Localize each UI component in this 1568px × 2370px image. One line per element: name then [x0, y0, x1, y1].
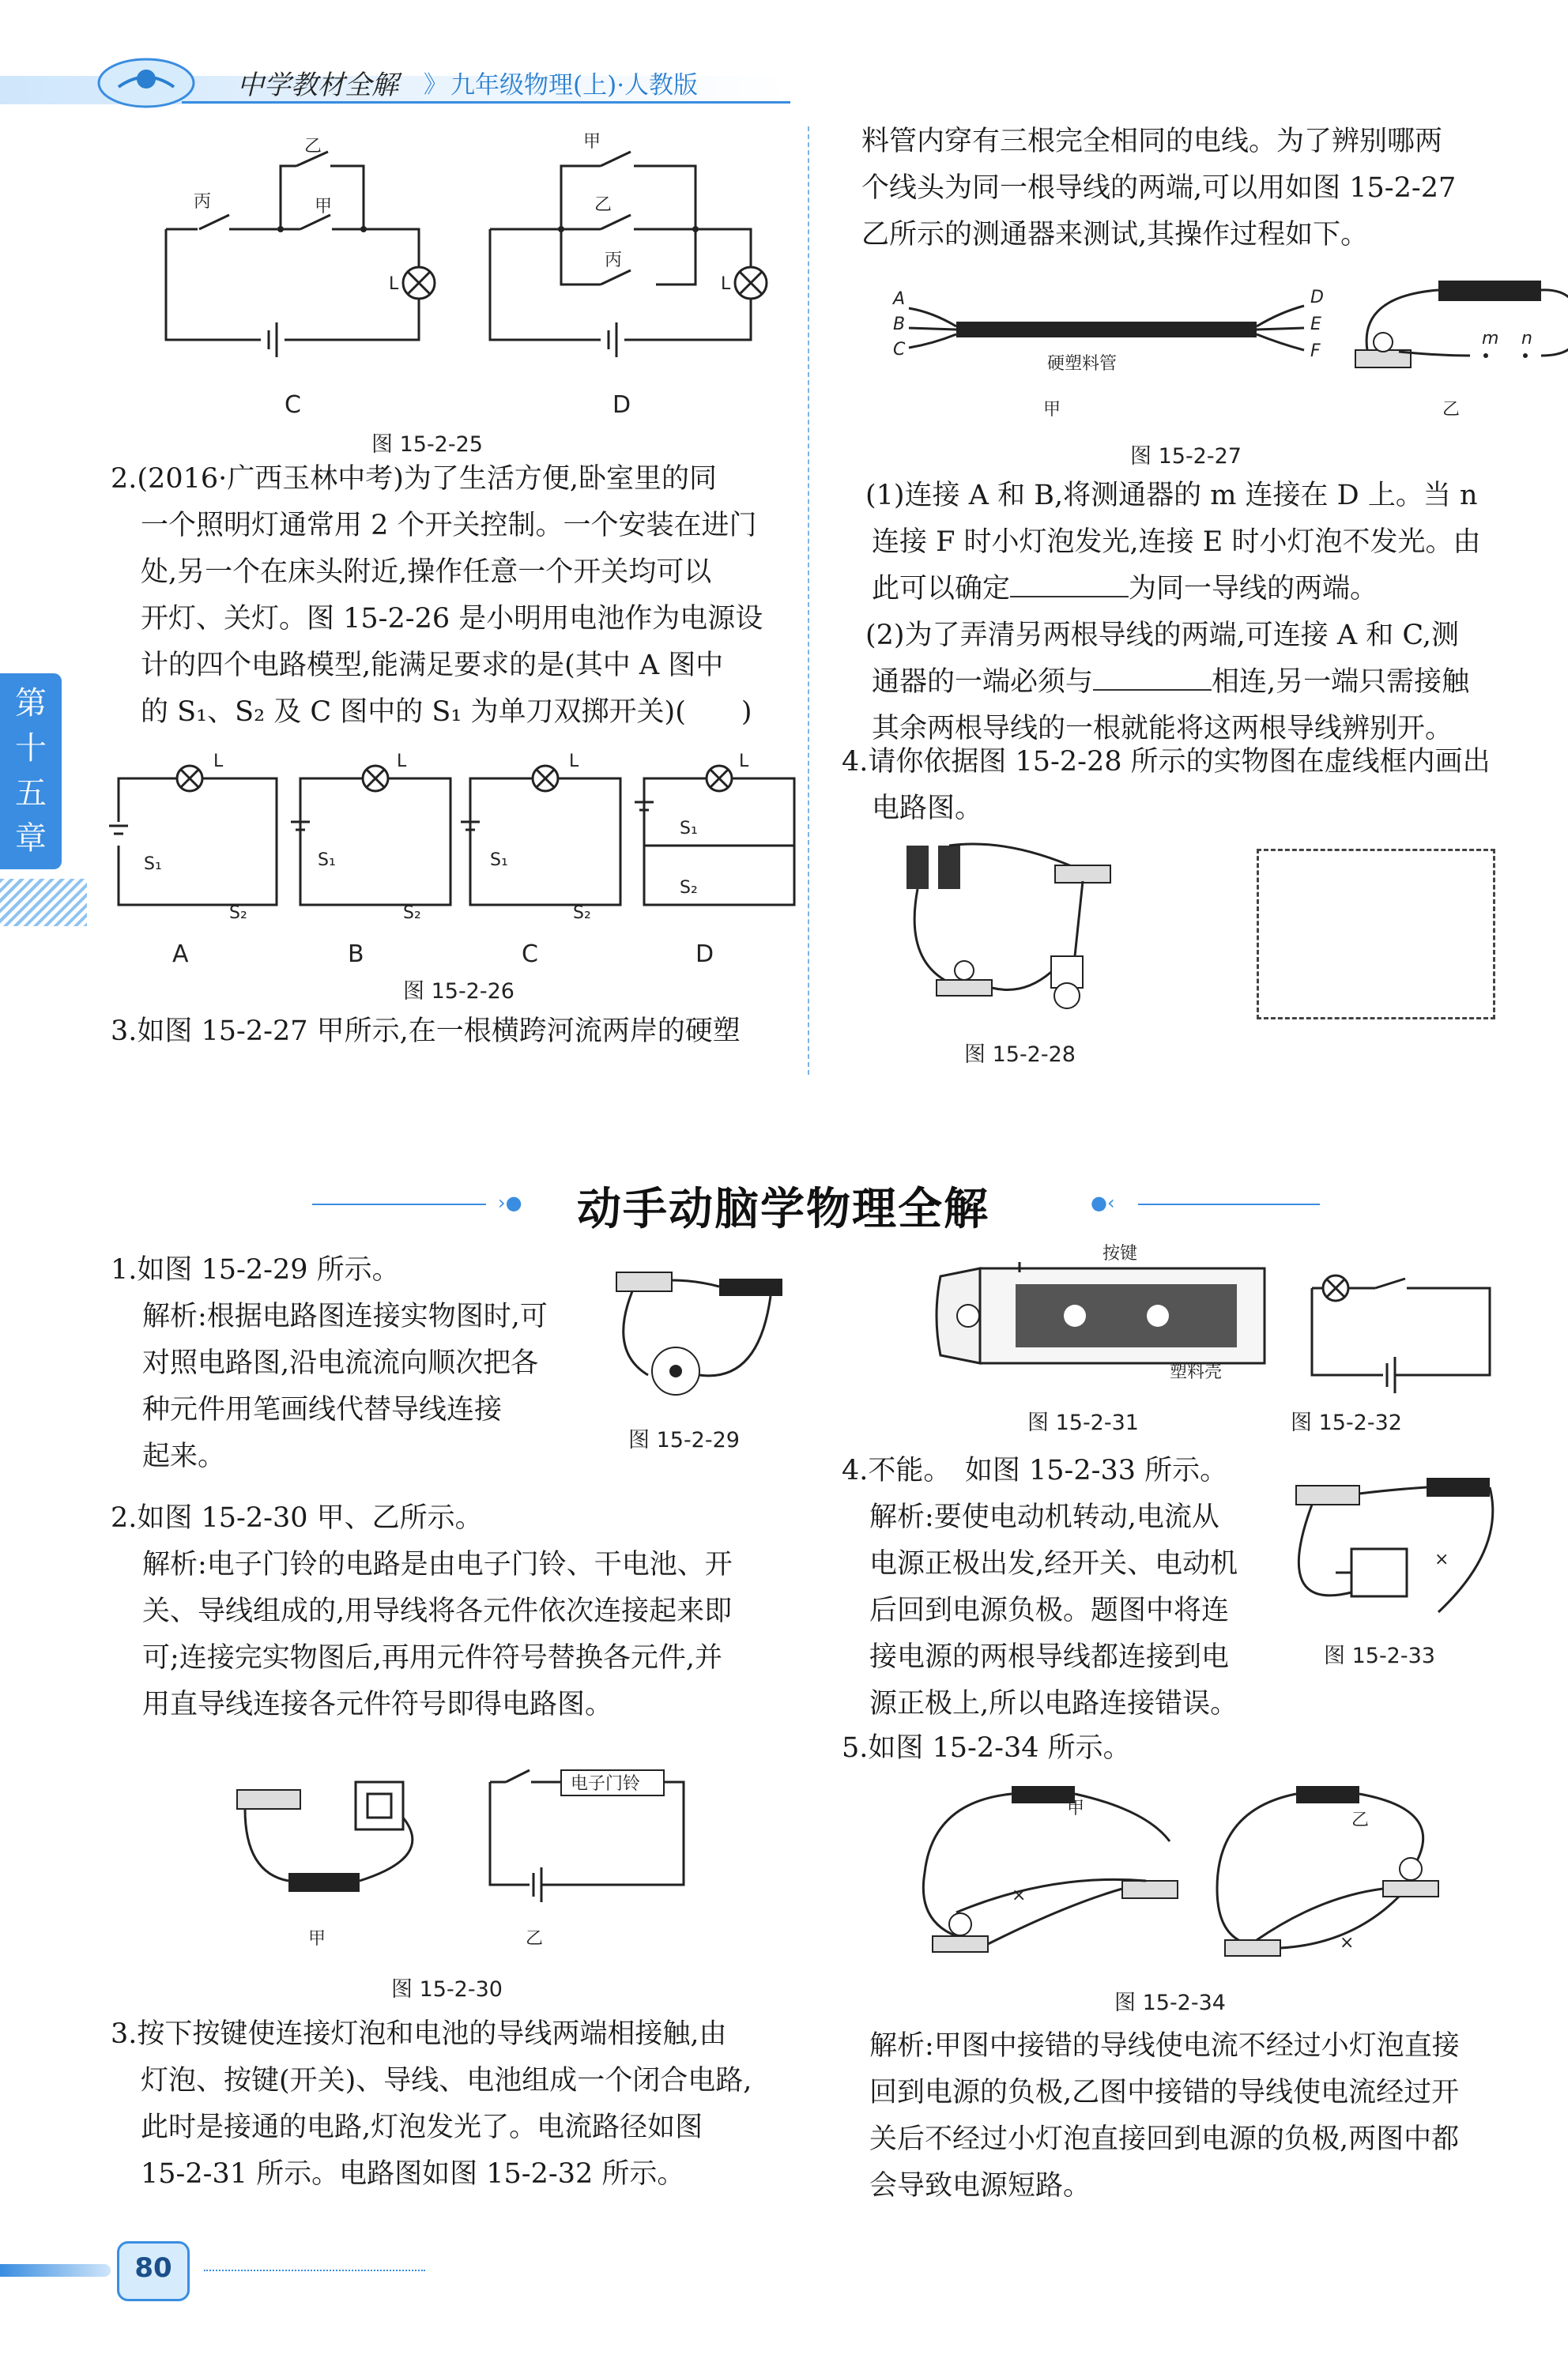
svg-text:S₁: S₁	[490, 850, 508, 870]
svg-text:×: ×	[1012, 1886, 1027, 1905]
title-rule-left	[312, 1204, 486, 1205]
question-3-cont: 料管内穿有三根完全相同的电线。为了辨别哪两 个线头为同一根导线的两端,可以用如图 15-2-27 乙所示的测通器来测试,其操作过程如下。	[861, 126, 1457, 251]
question-3-start: 3.如图 15-2-27 甲所示,在一根横跨河流两岸的硬塑	[111, 1015, 741, 1047]
switch-jia-d: 甲	[583, 132, 601, 152]
fig25-label-c: C	[285, 391, 301, 419]
svg-text:乙: 乙	[1351, 1810, 1370, 1830]
fig25-label-d: D	[612, 391, 631, 419]
switch-yi-c: 乙	[304, 137, 322, 156]
svg-text:硬塑料管: 硬塑料管	[1047, 354, 1118, 374]
figure-15-2-26	[103, 735, 814, 923]
svg-text:S₂: S₂	[573, 903, 591, 923]
answer-blank-2[interactable]	[1093, 665, 1212, 691]
answer-5: 5.如图 15-2-34 所示。	[842, 1732, 1131, 1764]
answer-1: 1.如图 15-2-29 所示。	[111, 1254, 400, 1286]
svg-text:F: F	[1310, 341, 1321, 361]
svg-text:A: A	[893, 289, 906, 309]
svg-text:L: L	[397, 752, 407, 771]
svg-text:C: C	[893, 340, 906, 360]
figure-15-2-34	[909, 1778, 1462, 1968]
question-4: 4.请你依据图 15-2-28 所示的实物图在虚线框内画出 电路图。	[842, 746, 1491, 824]
fig27-caption: 图 15-2-27	[1130, 444, 1242, 469]
fig28-caption: 图 15-2-28	[964, 1042, 1076, 1067]
answer-2: 2.如图 15-2-30 甲、乙所示。	[111, 1502, 483, 1534]
svg-text:S₂: S₂	[229, 903, 247, 923]
switch-jia-c: 甲	[315, 197, 333, 217]
answer-4-explanation: 解析:要使电动机转动,电流从 电源正极出发,经开关、电动机 后回到电源负极。题图中将连 接电源的两根导线都连接到电 源正极上,所以电路连接错误。	[869, 1502, 1238, 1720]
footer-dots	[0, 2264, 111, 2277]
svg-text:乙: 乙	[1442, 400, 1461, 420]
svg-text:乙: 乙	[526, 1929, 544, 1949]
fig31-caption: 图 15-2-31	[1027, 1411, 1139, 1435]
figure-15-2-27	[885, 281, 1532, 431]
answer-1-explanation: 解析:根据电路图连接实物图时,可 对照电路图,沿电流流向顺次把各 种元件用笔画线代替导线连接 起来。	[142, 1301, 548, 1472]
fig26-label-c: C	[522, 940, 538, 968]
lamp-label-c: L	[389, 274, 399, 294]
svg-text:S₁: S₁	[680, 819, 698, 838]
answer-3: 3.按下按键使连接灯泡和电池的导线两端相接触,由 灯泡、按键(开关)、导线、电池组成一个闭合电路, 此时是接通的电路,灯泡发光了。电流路径如图 15-2-31 所示。电路图如图 15-2-32 所示。	[111, 2018, 752, 2190]
fig26-caption: 图 15-2-26	[403, 979, 514, 1004]
svg-text:S₁: S₁	[318, 850, 336, 870]
chapter-tab-hatch	[0, 879, 87, 926]
fig26-label-d: D	[695, 940, 714, 968]
svg-text:L: L	[739, 752, 749, 771]
svg-text:L: L	[213, 752, 224, 771]
svg-text:D: D	[1310, 288, 1324, 307]
answer-5-explanation: 解析:甲图中接错的导线使电流不经过小灯泡直接 回到电源的负极,乙图中接错的导线使电流经过开 关后不经过小灯泡直接回到电源的负极,两图中都 会导致电源短路。	[869, 2030, 1460, 2202]
answer-2-explanation: 解析:电子门铃的电路是由电子门铃、干电池、开 关、导线组成的,用导线将各元件依次连接起来即 可;连接完实物图后,再用元件符号替换各元件,并 用直导线连接各元件符号即得电路图。	[142, 1549, 733, 1720]
svg-text:塑料壳: 塑料壳	[1170, 1362, 1223, 1382]
svg-text:甲: 甲	[1043, 400, 1061, 420]
header-series: 中学教材全解	[237, 70, 398, 101]
answer-4: 4.不能。 如图 15-2-33 所示。	[842, 1455, 1228, 1486]
svg-text:E: E	[1310, 315, 1321, 334]
fig33-caption: 图 15-2-33	[1324, 1644, 1435, 1668]
figure-15-2-32	[1288, 1264, 1510, 1391]
fig30-caption: 图 15-2-30	[391, 1977, 503, 2002]
svg-text:B: B	[893, 315, 906, 334]
figure-15-2-28	[897, 838, 1166, 1019]
svg-text:电子门铃: 电子门铃	[571, 1774, 641, 1794]
switch-bing-c: 丙	[194, 192, 212, 212]
fig32-caption: 图 15-2-32	[1291, 1411, 1402, 1435]
svg-text:×: ×	[1434, 1550, 1449, 1569]
svg-text:n: n	[1521, 329, 1532, 349]
svg-text:按键: 按键	[1102, 1244, 1138, 1264]
header-separator: 》	[424, 71, 447, 99]
switch-bing-d: 丙	[605, 251, 623, 270]
question-3-parts: (1)连接 A 和 B,将测通器的 m 连接在 D 上。当 n 连接 F 时小灯泡发光,连接 E 时小灯泡不发光。由 此可以确定 为同一导线的两端。 (2)为了弄清另两根导线的两端,可连接 A 和 C,测 通器的一端必须与 相连,另一端只需接触 其余两根导线的一根就能将这两根导线辨别开。	[865, 480, 1481, 744]
answer-blank-1[interactable]	[1010, 572, 1129, 597]
chapter-tab-text: 第 十 五 章	[15, 685, 47, 857]
book-logo-icon	[87, 47, 205, 111]
header-subject: 九年级物理(上)·人教版	[450, 71, 699, 100]
title-arrow-right-icon: ●‹	[1091, 1192, 1115, 1214]
figure-15-2-25	[150, 119, 798, 419]
figure-15-2-33	[1280, 1454, 1517, 1628]
footer-rule	[204, 2270, 425, 2271]
svg-text:S₂: S₂	[680, 878, 698, 898]
column-divider	[808, 126, 809, 1075]
svg-text:S₁: S₁	[144, 854, 162, 874]
page-number: 80	[134, 2252, 172, 2284]
fig25-caption: 图 15-2-25	[371, 432, 483, 457]
figure-15-2-30	[229, 1754, 719, 1949]
fig34-caption: 图 15-2-34	[1114, 1991, 1226, 2015]
section-title: 动手动脑学物理全解	[577, 1184, 989, 1235]
title-arrow-left-icon: ›●	[498, 1192, 522, 1214]
figure-15-2-31	[933, 1244, 1280, 1382]
svg-text:S₂: S₂	[403, 903, 421, 923]
drawing-box[interactable]	[1257, 849, 1495, 1019]
lamp-label-d: L	[721, 274, 731, 294]
question-2: 2.(2016·广西玉林中考)为了生活方便,卧室里的同 一个照明灯通常用 2 个开关控制。一个安装在进门 处,另一个在床头附近,操作任意一个开关均可以 开灯、关灯。图 15-2-26 是小明用电池作为电源设 计的四个电路模型,能满足要求的是(其中 A 图中 的 S₁、S₂ 及 C 图中的 S₁ 为单刀双掷开关)( )	[111, 463, 763, 728]
fig26-label-b: B	[348, 940, 364, 968]
svg-text:m: m	[1482, 329, 1499, 349]
svg-text:×: ×	[1340, 1933, 1355, 1953]
fig29-caption: 图 15-2-29	[628, 1428, 740, 1453]
svg-text:L: L	[569, 752, 579, 771]
svg-text:甲: 甲	[308, 1929, 326, 1949]
switch-yi-d: 乙	[594, 195, 612, 215]
title-rule-right	[1138, 1204, 1320, 1205]
svg-text:甲: 甲	[1067, 1799, 1085, 1818]
figure-15-2-29	[601, 1257, 790, 1407]
fig26-label-a: A	[172, 940, 189, 968]
